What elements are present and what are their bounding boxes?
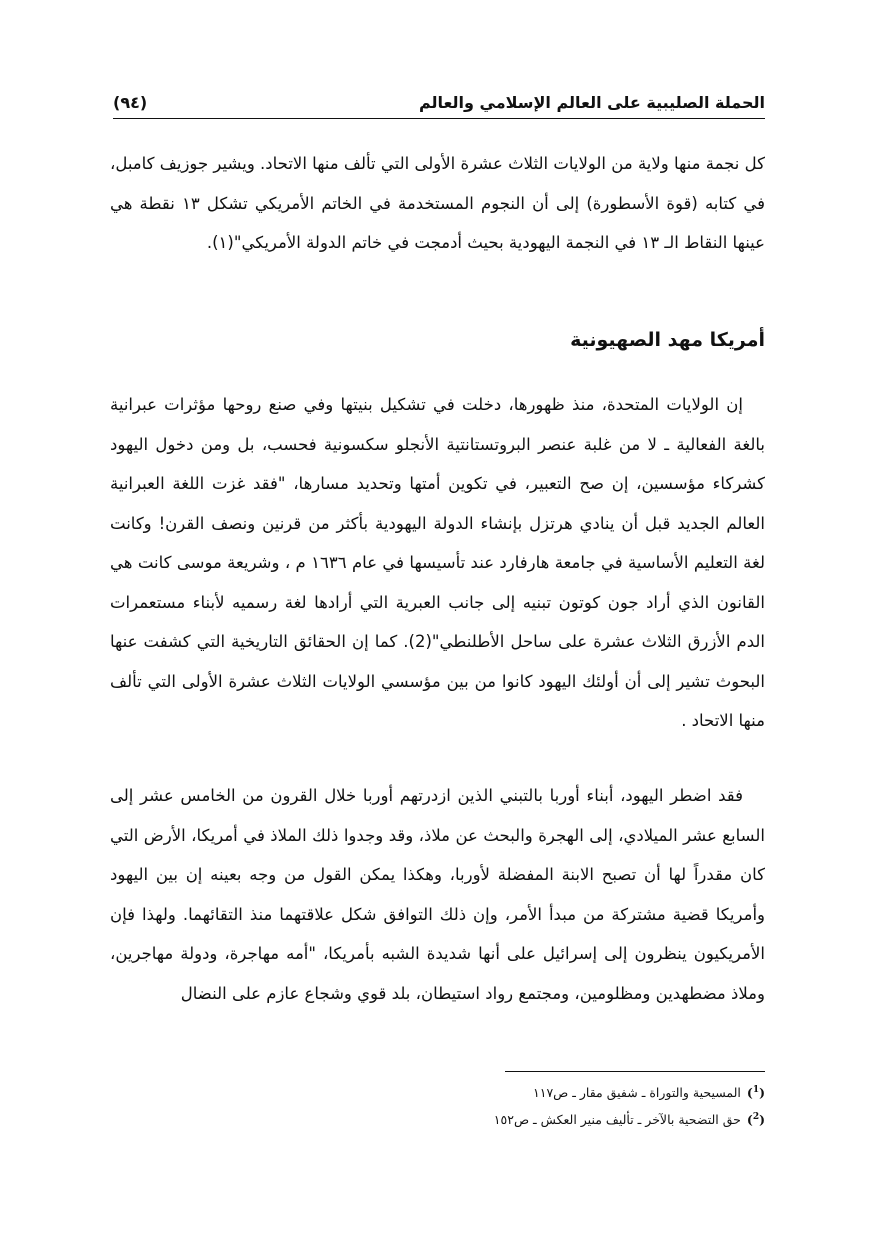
footnote-1 xyxy=(494,1078,765,1105)
footnote-marker: ($^2$) xyxy=(746,1112,765,1128)
paragraph-3: فقد اضطر اليهود، أبناء أوربا بالتبني الذين ازدرتهم أوربا خلال القرون من الخامس عشر إلى السابع عشر الميلادي، إلى الهجرة والبحث عن ملاذ، وقد وجدوا ذلك الملاذ في أمريكا، الأرض التي كان مقدراً لها أن تصبح الابنة المفضلة لأوربا، وهكذا يمكن القول من وجه بعينه إن بين اليهود وأمريكا قضية مشتركة من مبدأ الأمر، وإن ذلك التوافق شكل علاقتهما منذ التقائهما. ولهذا فإن الأمريكيون ينظرون إلى إسرائيل على أنها شديدة الشبه بأمريكا، "أمه مهاجرة، ودولة مهاجرين، وملاذ مضطهدين ومظلومين، ومجتمع رواد استيطان، بلد قوي وشجاع عازم على النضال xyxy=(110,786,765,1003)
running-header xyxy=(113,88,765,116)
paragraph-block-3 xyxy=(110,776,765,1013)
paragraph-block-2 xyxy=(110,385,765,741)
footnotes xyxy=(494,1078,765,1132)
footnote-divider xyxy=(505,1071,765,1072)
book-title: الحملة الصليبية على العالم الإسلامي والعالم xyxy=(418,92,765,112)
paragraph-2: إن الولايات المتحدة، منذ ظهورها، دخلت في تشكيل بنيتها وفي صنع روحها مؤثرات عبرانية بالغة الفعالية ـ لا من غلبة عنصر البروتستانتية الأنجلو سكسونية فحسب، بل ومن دخول اليهود كشركاء مؤسسين، إن صح التعبير، في تكوين أمتها وتحديد مسارها، "فقد غزت اللغة العبرانية العالم الجديد قبل أن ينادي هرتزل بإنشاء الدولة اليهودية بأكثر من قرنين ونصف القرن! وكانت لغة التعليم الأساسية في جامعة هارفارد عند تأسيسها في عام ١٦٣٦ م ، وشريعة موسى كانت هي القانون الذي أراد جون كوتون تبنيه إلى جانب العبرية التي أرادها لغة رسميه لأبناء مستعمرات الدم الأزرق الثلاث عشرة على ساحل الأطلنطي"(2). كما إن الحقائق التاريخية التي كشفت عنها البحوث تشير إلى أن أولئك اليهود كانوا من بين مؤسسي الولايات الثلاث عشرة الأولى التي تألف منها الاتحاد . xyxy=(110,395,765,730)
page-number: (٩٤) xyxy=(113,92,148,112)
footnote-2 xyxy=(494,1105,765,1132)
footnote-marker: ($^1$) xyxy=(746,1085,765,1101)
header-divider xyxy=(113,118,765,119)
footnote-text: المسيحية والتوراة ـ شفيق مقار ـ ص١١٧ xyxy=(533,1085,741,1101)
section-heading: أمريكا مهد الصهيونية xyxy=(570,329,765,351)
paragraph-1: كل نجمة منها ولاية من الولايات الثلاث عشرة الأولى التي تألف منها الاتحاد. ويشير جوزيف كامبل، في كتابه (قوة الأسطورة) إلى أن النجوم المستخدمة في الخاتم الأمريكي تشكل ١٣ نقطة هي عينها النقاط الـ ١٣ في النجمة اليهودية بحيث أدمجت في خاتم الدولة الأمريكي"(١). xyxy=(110,154,766,252)
paragraph-continued xyxy=(110,144,765,263)
footnote-text: حق التضحية بالآخر ـ تأليف منير العكش ـ ص١٥٢ xyxy=(493,1112,741,1128)
